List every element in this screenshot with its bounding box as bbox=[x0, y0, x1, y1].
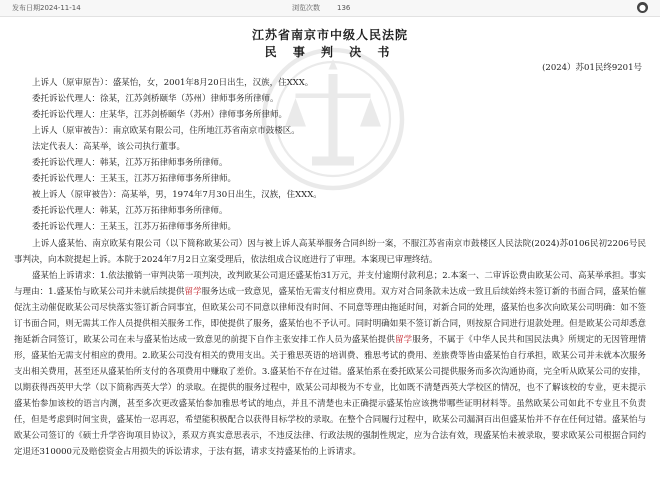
case-number: (2024）苏01民终9201号 bbox=[542, 63, 642, 73]
case-intro-paragraph: 上诉人盛某怡、南京欧某有限公司（以下简称欧某公司）因与被上诉人高某举服务合同纠纷一案，不服江苏省南京市鼓楼区人民法院(2024)苏0106民初2206号民事判决，向本院提起上诉。本院于2024年7月2日立案受理后，依法组成合议庭进行了审理。本案现已审理终结。 bbox=[14, 239, 646, 265]
party-line: 委托诉讼代理人：徐某，江苏剑桥颐华（苏州）律师事务所律师。 bbox=[32, 94, 279, 104]
party-line: 委托诉讼代理人：王某玉，江苏万拓律师事务所律师。 bbox=[32, 174, 237, 184]
party-line: 委托诉讼代理人：韩某，江苏万拓律师事务所律师。 bbox=[32, 206, 228, 216]
party-line: 上诉人（原审原告）：盛某怡，女，2001年8月20日出生，汉族，住XXX。 bbox=[32, 78, 314, 88]
appeal-request-paragraph: 盛某怡上诉请求：1.依法撤销一审判决第一项判决，改判欧某公司退还盛某怡31万元，并支付逾期付款利息；2.本案一、二审诉讼费由欧某公司、高某举承担。事实与理由：1.盛某怡与欧某公司并未就后续提供留学服务达成一致意见，盛某怡无需支付相应费用。双方对合同条款未达成一致且后续始终未签订新的书面合同，盛某怡催促沈主动催促欧某公司尽快落实签订新合同事宜，但欧某公司不同意以律师没有时间、不同意等理由拖延时间，对新合同的处理，盛某怡也多次向欧某公司明确：如不签订书面合同，则无需其工作人员提供相关服务工作，即使提供了服务，盛某怡也不予认可。同时明确如果不签订新合同，则按原合同进行退款处理。但是欧某公司却悉意拖延新合同签订，欧某公司在未与盛某怡达成一致意见的前提下自作主张安排工作人员为盛某怡提供留学服务，不属于《中华人民共和国民法典》所规定的无因管理情形，盛某怡无需支付相应的费用。2.欧某公司没有相关的费用支出。关于雅思英语的培训费、雅思考试的费用、差旅费等皆由盛某怡自行承担，欧某公司并未就本次服务支出相关费用，甚至还从盛某怡所支付的各项费用中赚取了差价。3.盛某怡不存在过错。盛某怡系在委托欧某公司提供服务而多次沟通协商，完全听从欧某公司的安排，以期获得西英甲大学（以下简称西英大学）的录取。在提供的服务过程中，欧某公司却极为不专业，比如既不清楚西英大学校区的情况，也不了解该校的专业，更未提示盛某怡参加该校的语言内测，甚至多次更改盛某怡参加雅思考试的地点，并且不清楚也未正确提示盛某怡应该携带哪些证明材料等。虽然欧某公司如此不专业且不负责任，但是考虑到时间宝贵，盛某怡一忍再忍，希望能积极配合以获得目标学校的录取。在整个合同履行过程中，欧某公司漏洞百出但盛某怡并不存在任何过错。盛某怡与欧某公司签订的《硕士升学咨询项目协议》，系双方真实意思表示，不违反法律、行政法规的强制性规定，应为合法有效，现盛某怡未被录取，要求欧某公司根据合同约定退还310000元及赔偿资金占用损失的诉讼请求，于法有据，请求支持盛某怡的上诉请求。 bbox=[14, 271, 646, 457]
party-line: 委托诉讼代理人：庄某华，江苏剑桥颐华（苏州）律师事务所律师。 bbox=[32, 110, 288, 120]
party-line: 上诉人（原审被告）：南京欧某有限公司，住所地江苏省南京市鼓楼区。 bbox=[32, 126, 300, 136]
highlight-keyword: 留学 bbox=[184, 287, 202, 297]
party-line: 委托诉讼代理人：王某玉，江苏万拓律师事务所律师。 bbox=[32, 222, 237, 232]
highlight-keyword: 留学 bbox=[395, 335, 413, 345]
publish-date-label: 发布日期 bbox=[12, 4, 40, 12]
share-icon[interactable]: ● bbox=[637, 2, 648, 13]
top-info-bar bbox=[0, 0, 660, 17]
view-count-label: 浏览次数 bbox=[292, 4, 320, 12]
document-type-title: 民 事 判 决 书 bbox=[264, 45, 396, 59]
party-line: 被上诉人（原审被告）：高某举，男，1974年7月30日出生，汉族，住XXX。 bbox=[32, 190, 322, 200]
party-line: 法定代表人：高某举，该公司执行董事。 bbox=[32, 142, 186, 152]
publish-date-value: 2024-11-14 bbox=[40, 4, 81, 12]
court-name: 江苏省南京市中级人民法院 bbox=[251, 28, 408, 42]
view-count-value: 136 bbox=[337, 4, 351, 12]
party-line: 委托诉讼代理人：韩某，江苏万拓律师事务所律师。 bbox=[32, 158, 228, 168]
